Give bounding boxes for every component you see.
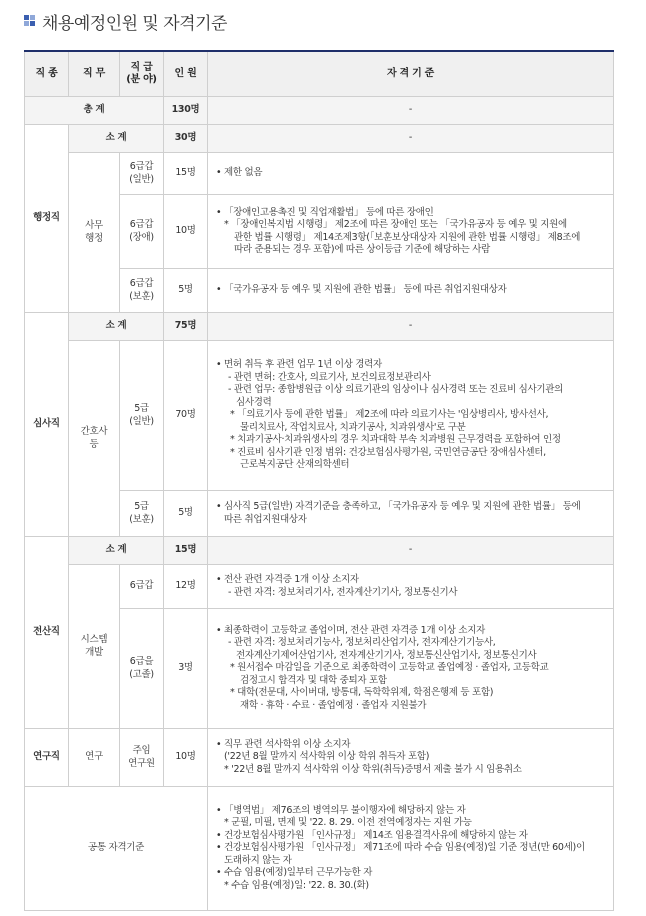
grade-cell: 6급갑 xyxy=(120,565,164,609)
qual-cell: • 「장애인고용촉진 및 직업재활법」 등에 따른 장애인 * 「장애인복지법 시행령」 제2조에 따른 장애인 또는 「국가유공자 등 예우 및 지원에 관한 법률 시행령」 제14조제3항(「보훈보상대상자 지원에 관한 법률 시행령」 제8조에 따라 준용되는 경우 포함)에 따른 상이등급 기준에 해당하는 사람 xyxy=(208,195,614,269)
total-label: 총 계 xyxy=(25,97,164,125)
qual-cell: • 제한 없음 xyxy=(208,153,614,195)
page-title: 채용예정인원 및 자격기준 xyxy=(42,13,227,34)
grade-cell: 6급갑 (일반) xyxy=(120,153,164,195)
total-count: 130명 xyxy=(164,97,208,125)
count-cell: 12명 xyxy=(164,565,208,609)
qual-cell: • 전산 관련 자격증 1개 이상 소지자 - 관련 자격: 정보처리기사, 전자계산기기사, 정보통신기사 xyxy=(208,565,614,609)
category-research: 연구직 xyxy=(25,729,69,787)
category-admin: 행정직 xyxy=(25,125,69,313)
subtotal-label: 소 계 xyxy=(69,125,164,153)
header-count: 인 원 xyxy=(164,51,208,97)
table-row xyxy=(25,341,614,491)
grade-cell: 6급을 (고졸) xyxy=(120,609,164,729)
review-subtotal-row xyxy=(25,313,614,341)
job-cell: 시스템 개발 xyxy=(69,565,120,729)
qual-cell: • 「병역법」 제76조의 병역의무 불이행자에 해당하지 않는 자 * 군필, 미필, 면제 및 '22. 8. 29. 이전 전역예정자는 지원 가능 • 건강보험심사평가원 「인사규정」 제14조 임용결격사유에 해당하지 않는 자 • 건강보험심사평가원 「인사규정」 제71조에 따라 수습 임용(예정)일 기준 정년(만 60세)이 도래하지 않는 자 • 수습 임용(예정)일부터 근무가능한 자 * 수습 임용(예정)일: '22. 8. 30.(화) xyxy=(208,787,614,911)
qual-cell: • 심사직 5급(일반) 자격기준을 충족하고, 「국가유공자 등 예우 및 지원에 관한 법률」 등에 따른 취업지원대상자 xyxy=(208,491,614,537)
subtotal-qual: - xyxy=(208,125,614,153)
grade-cell: 5급 (일반) xyxy=(120,341,164,491)
research-row xyxy=(25,729,614,787)
grade-cell: 6급갑 (보훈) xyxy=(120,269,164,313)
header-category: 직 종 xyxy=(25,51,69,97)
table-header-row xyxy=(25,51,614,97)
header-grade: 직 급 (분 야) xyxy=(120,51,164,97)
recruitment-table xyxy=(24,50,614,911)
subtotal-count: 30명 xyxy=(164,125,208,153)
count-cell: 3명 xyxy=(164,609,208,729)
job-cell: 간호사 등 xyxy=(69,341,120,537)
grade-cell: 주임 연구원 xyxy=(120,729,164,787)
subtotal-label: 소 계 xyxy=(69,313,164,341)
count-cell: 70명 xyxy=(164,341,208,491)
job-cell: 연구 xyxy=(69,729,120,787)
count-cell: 10명 xyxy=(164,195,208,269)
common-row xyxy=(25,787,614,911)
it-subtotal-row xyxy=(25,537,614,565)
subtotal-count: 15명 xyxy=(164,537,208,565)
job-cell: 사무 행정 xyxy=(69,153,120,313)
header-job: 직 무 xyxy=(69,51,120,97)
count-cell: 5명 xyxy=(164,269,208,313)
subtotal-qual: - xyxy=(208,537,614,565)
grade-cell: 6급갑 (장애) xyxy=(120,195,164,269)
header-qualification: 자 격 기 준 xyxy=(208,51,614,97)
square-bullet-icon xyxy=(24,15,36,27)
count-cell: 10명 xyxy=(164,729,208,787)
subtotal-count: 75명 xyxy=(164,313,208,341)
subtotal-label: 소 계 xyxy=(69,537,164,565)
qual-cell: • 「국가유공자 등 예우 및 지원에 관한 법률」 등에 따른 취업지원대상자 xyxy=(208,269,614,313)
count-cell: 15명 xyxy=(164,153,208,195)
admin-subtotal-row xyxy=(25,125,614,153)
qual-cell: • 직무 관련 석사학위 이상 소지자 ('22년 8월 말까지 석사학위 이상 학위 취득자 포함) * '22년 8월 말까지 석사학위 이상 학위(취득)증명서 제출 불가 시 임용취소 xyxy=(208,729,614,787)
common-label: 공통 자격기준 xyxy=(25,787,208,911)
section-title xyxy=(24,8,227,34)
table-row xyxy=(25,565,614,609)
table-row xyxy=(25,153,614,195)
count-cell: 5명 xyxy=(164,491,208,537)
category-review: 심사직 xyxy=(25,313,69,537)
qual-cell: • 면허 취득 후 관련 업무 1년 이상 경력자 - 관련 면허: 간호사, 의료기사, 보건의료정보관리사 - 관련 업무: 종합병원급 이상 의료기관의 임상이나 심사경력 또는 진료비 심사기관의 심사경력 * 「의료기사 등에 관한 법률」 제2조에 따라 의료기사는 '임상병리사, 방사선사, 물리치료사, 작업치료사, 치과기공사, 치과위생사'로 구분 * 치과기공사·치과위생사의 경우 치과대학 부속 치과병원 근무경력을 포함하여 인정 * 진료비 심사기관 인정 범위: 건강보험심사평가원, 국민연금공단 장애심사센터, 근로복지공단 산재의학센터 xyxy=(208,341,614,491)
subtotal-qual: - xyxy=(208,313,614,341)
grade-cell: 5급 (보훈) xyxy=(120,491,164,537)
total-row xyxy=(25,97,614,125)
qual-cell: • 최종학력이 고등학교 졸업이며, 전산 관련 자격증 1개 이상 소지자 - 관련 자격: 정보처리기능사, 정보처리산업기사, 전자계산기기능사, 전자계산기제어산업기사, 전자계산기기사, 정보통신산업기사, 정보통신기사 * 원서접수 마감일을 기준으로 최종학력이 고등학교 졸업예정 · 졸업자, 고등학교 검정고시 합격자 및 대학 중퇴자 포함 * 대학(전문대, 사이버대, 방통대, 독학학위제, 학점은행제 등 포함) 재학 · 휴학 · 수료 · 졸업예정 · 졸업자 지원불가 xyxy=(208,609,614,729)
category-it: 전산직 xyxy=(25,537,69,729)
total-qual: - xyxy=(208,97,614,125)
